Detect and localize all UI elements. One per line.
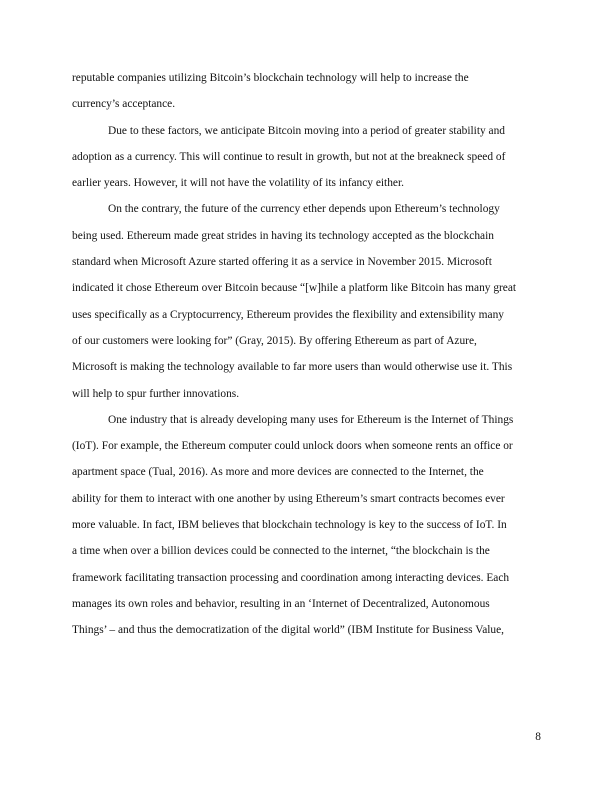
text-line: One industry that is already developing many uses for Ethereum is the Internet of Things	[108, 413, 514, 426]
text-line: ability for them to interact with one another by using Ethereum’s smart contracts becomes ever	[72, 492, 505, 505]
paragraph	[72, 410, 544, 647]
text-line: Things’ – and thus the democratization of the digital world” (IBM Institute for Business Value,	[72, 624, 505, 637]
text-line: uses specifically as a Cryptocurrency, Ethereum provides the flexibility and extensibility many	[72, 308, 504, 321]
text-line: being used. Ethereum made great strides in having its technology accepted as the blockchain	[72, 229, 494, 242]
page-number: 8	[535, 731, 541, 743]
text-line: a time when over a billion devices could be connected to the internet, “the blockchain is the	[72, 545, 490, 558]
text-line: manages its own roles and behavior, resulting in an ‘Internet of Decentralized, Autonomous	[72, 597, 490, 610]
text-line: apartment space (Tual, 2016). As more and more devices are connected to the Internet, the	[72, 466, 484, 479]
text-line: Due to these factors, we anticipate Bitcoin moving into a period of greater stability and	[108, 124, 505, 137]
paragraph	[72, 68, 544, 121]
text-line: of our customers were looking for” (Gray, 2015). By offering Ethereum as part of Azure,	[72, 334, 477, 347]
document-body	[72, 68, 544, 647]
paragraph	[72, 121, 544, 200]
text-line: indicated it chose Ethereum over Bitcoin because “[w]hile a platform like Bitcoin has many great	[72, 282, 517, 295]
text-line: reputable companies utilizing Bitcoin’s blockchain technology will help to increase the	[72, 72, 469, 84]
text-line: currency’s acceptance.	[72, 98, 176, 111]
text-line: will help to spur further innovations.	[72, 387, 240, 400]
text-line: Microsoft is making the technology available to far more users than would otherwise use it. This	[72, 361, 513, 374]
paragraph	[72, 199, 544, 409]
text-line: standard when Microsoft Azure started offering it as a service in November 2015. Microsoft	[72, 256, 492, 269]
text-line: adoption as a currency. This will continue to result in growth, but not at the breakneck speed of	[72, 150, 506, 163]
text-line: framework facilitating transaction processing and coordination among interacting devices. Each	[72, 571, 510, 584]
text-line: On the contrary, the future of the currency ether depends upon Ethereum’s technology	[108, 203, 500, 216]
text-line: (IoT). For example, the Ethereum computer could unlock doors when someone rents an office or	[72, 440, 513, 453]
text-line: earlier years. However, it will not have the volatility of its infancy either.	[72, 177, 404, 190]
text-line: more valuable. In fact, IBM believes that blockchain technology is key to the success of IoT. In	[72, 519, 507, 532]
